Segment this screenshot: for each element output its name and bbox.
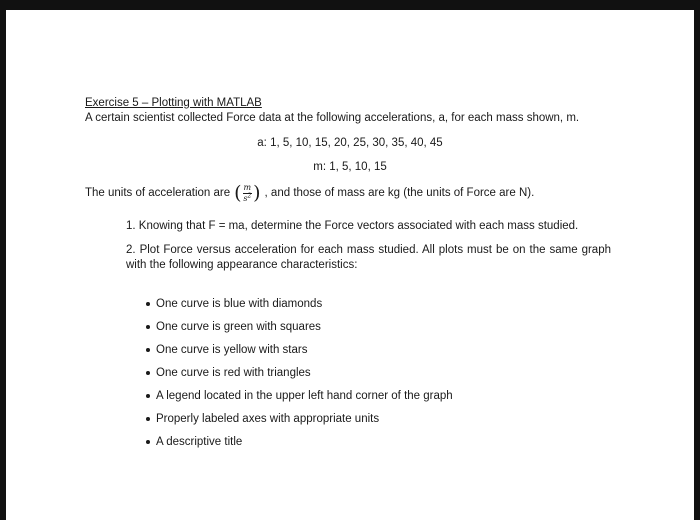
bullet-text: Properly labeled axes with appropriate units [156, 413, 380, 425]
bullet-item [144, 435, 453, 458]
bullet-text: One curve is red with triangles [156, 367, 311, 379]
mass-values: m: 1, 5, 10, 15 [313, 161, 387, 173]
bullet-item [144, 366, 453, 389]
fraction-denominator [243, 191, 252, 203]
units-text-after: , and those of mass are kg (the units of Force are N). [264, 187, 535, 199]
intro-text: A certain scientist collected Force data at the following accelerations, a, for each mass shown, m. [85, 112, 580, 124]
fraction [242, 184, 254, 203]
document-page [6, 10, 694, 520]
appearance-bullet-list [144, 297, 453, 458]
bullet-item [144, 343, 453, 366]
bullet-dot-icon [146, 325, 150, 329]
bullet-dot-icon [146, 302, 150, 306]
fraction-numerator: m [243, 182, 252, 192]
bullet-text: One curve is green with squares [156, 321, 321, 333]
bullet-text: A descriptive title [156, 436, 243, 448]
bullet-item [144, 297, 453, 320]
bullet-dot-icon [146, 417, 150, 421]
numbered-item-2: 2. Plot Force versus acceleration for each mass studied. All plots must be on the same graph with the following appearance characteristics: [126, 244, 611, 271]
acceleration-units-fraction [234, 183, 260, 203]
bullet-item [144, 320, 453, 343]
denominator-base: s [243, 193, 248, 203]
acceleration-values: a: 1, 5, 10, 15, 20, 25, 30, 35, 40, 45 [257, 137, 443, 149]
bullet-text: One curve is blue with diamonds [156, 298, 323, 310]
bullet-text: One curve is yellow with stars [156, 344, 308, 356]
denominator-exponent: 2 [247, 191, 252, 199]
bullet-dot-icon [146, 371, 150, 375]
bullet-dot-icon [146, 348, 150, 352]
units-text-before: The units of acceleration are [85, 187, 231, 199]
paren-open: ( [234, 182, 242, 204]
exercise-document [6, 10, 694, 520]
numbered-item-1: 1. Knowing that F = ma, determine the Force vectors associated with each mass studied. [126, 220, 579, 232]
paren-close: ) [253, 182, 261, 204]
exercise-heading: Exercise 5 – Plotting with MATLAB [85, 97, 262, 109]
bullet-dot-icon [146, 394, 150, 398]
bullet-item [144, 412, 453, 435]
bullet-text: A legend located in the upper left hand corner of the graph [156, 390, 453, 402]
units-sentence [85, 182, 534, 204]
bullet-dot-icon [146, 440, 150, 444]
bullet-item [144, 389, 453, 412]
